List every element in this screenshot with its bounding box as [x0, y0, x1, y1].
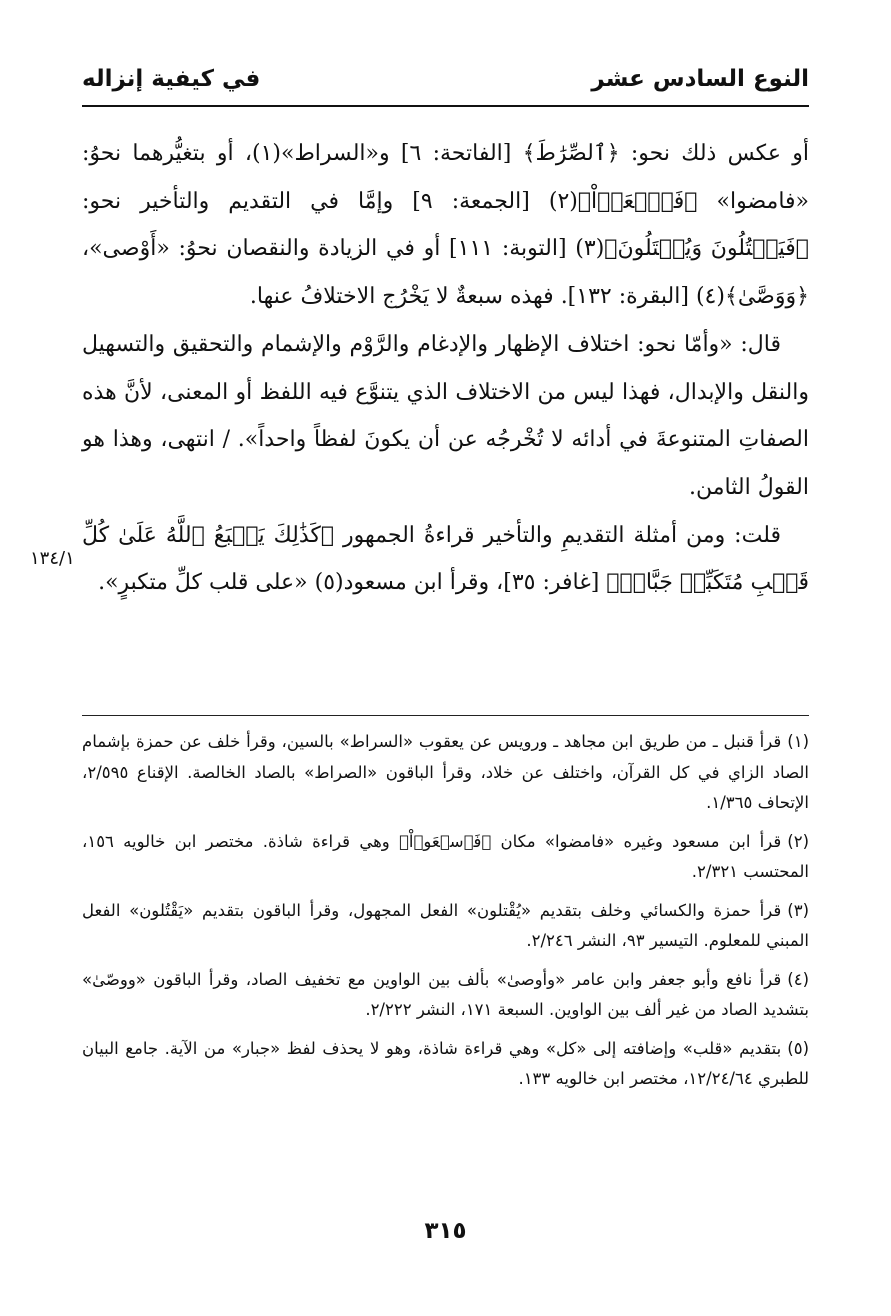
footnote-text: قرأ قنبل ـ من طريق ابن مجاهد ـ ورويس عن يعقوب «السراط» بالسين، وقرأ خلف عن حمزة بإشمام الصاد الزاي في كل القرآن، واختلف عن خلاد، وقرأ الباقون «الصراط» بالصاد الخالصة. الإقناع ٢/٥٩٥، الإتحاف ١/٣٦٥. — [82, 732, 809, 812]
footnote-text: قرأ نافع وأبو جعفر وابن عامر «وأوصىٰ» بألف بين الواوين مع تخفيف الصاد، وقرأ الباقون «ووصّىٰ» بتشديد الصاد من غير ألف بين الواوين. السبعة ١٧١، النشر ٢/٢٢٢. — [82, 969, 809, 1019]
running-title: النوع السادس عشر — [591, 66, 809, 92]
footnote-separator — [82, 715, 809, 716]
footnote-number: (١) — [787, 732, 809, 751]
footnote-number: (٢) — [787, 831, 809, 851]
main-text — [82, 130, 809, 607]
paragraph-2: قال: «وأمّا نحو: اختلاف الإظهار والإدغام والرَّوْم والإشمام والتحقيق والتسهيل والنقل والإبدال، فهذا ليس من الاختلاف الذي يتنوَّع فيه اللفظ أو المعنى، لأنَّ هذه الصفاتِ المتنوعةَ في أدائه لا تُخْرجُه عن أن يكونَ لفظاً واحداً». / انتهى، وهذا هو القولُ الثامن. — [82, 331, 809, 500]
header-rule — [82, 105, 809, 107]
footnote-text: قرأ حمزة والكسائي وخلف بتقديم «يُقْتلون» الفعل المجهول، وقرأ الباقون بتقديم «يَقْتُلون» الفعل المبني للمعلوم. التيسير ٩٣، النشر ٢/٢٤٦. — [82, 900, 809, 950]
footnote-3 — [82, 896, 809, 957]
footnote-4 — [82, 965, 809, 1026]
footnote-text: قرأ ابن مسعود وغيره «فامضوا» مكان ﴿فَٱسۡعَوۡاْ﴾ وهي قراءة شاذة. مختصر ابن خالويه ١٥٦، المحتسب ٢/٣٢١. — [82, 831, 809, 881]
chapter-title: في كيفية إنزاله — [82, 66, 261, 92]
footnote-1 — [82, 727, 809, 819]
footnote-number: (٣) — [787, 900, 809, 920]
paragraph-3: قلت: ومن أمثلة التقديمِ والتأخير قراءةُ الجمهور ﴿كَذَٰلِكَ يَطۡبَعُ ٱللَّهُ عَلَىٰ كُلِّ قَلۡبِ مُتَكَبِّرٖ جَبَّارٖ﴾ [غافر: ٣٥]، وقرأ ابن مسعود(٥) «على قلب كلِّ متكبرٍ». — [82, 522, 809, 596]
footnote-number: (٤) — [787, 969, 809, 989]
footnote-text: بتقديم «قلب» وإضافته إلى «كل» وهي قراءة شاذة، وهو لا يحذف لفظ «جبار» من الآية. جامع البيان للطبري ١٢/٢٤/٦٤، مختصر ابن خالويه ١٣٣. — [82, 1038, 809, 1088]
paragraph-1: أو عكس ذلك نحو: ﴿ٱلصِّرَٰطَ﴾ [الفاتحة: ٦] و«السراط»(١)، أو بتغيُّرهما نحوُ: «فامضوا» ﴿فَٱسۡعَوۡاْ﴾(٢) [الجمعة: ٩] وإمَّا في التقديم والتأخير نحو: ﴿فَيَقۡتُلُونَ وَيُقۡتَلُونَ﴾(٣) [التوبة: ١١١] أو في الزيادة والنقصان نحوُ: «أَوْصى»، ﴿وَوَصَّىٰ﴾(٤) [البقرة: ١٣٢]. فهذه سبعةٌ لا يَخْرُج الاختلافُ عنها. — [82, 141, 809, 310]
manuscript-page-reference: ١٣٤/١ — [30, 548, 75, 569]
footnote-number: (٥) — [787, 1038, 809, 1058]
footnote-5 — [82, 1034, 809, 1095]
page-header — [82, 62, 809, 102]
page-number: ٣١٥ — [424, 1218, 467, 1244]
footnote-2 — [82, 827, 809, 888]
footnotes — [82, 727, 809, 1103]
